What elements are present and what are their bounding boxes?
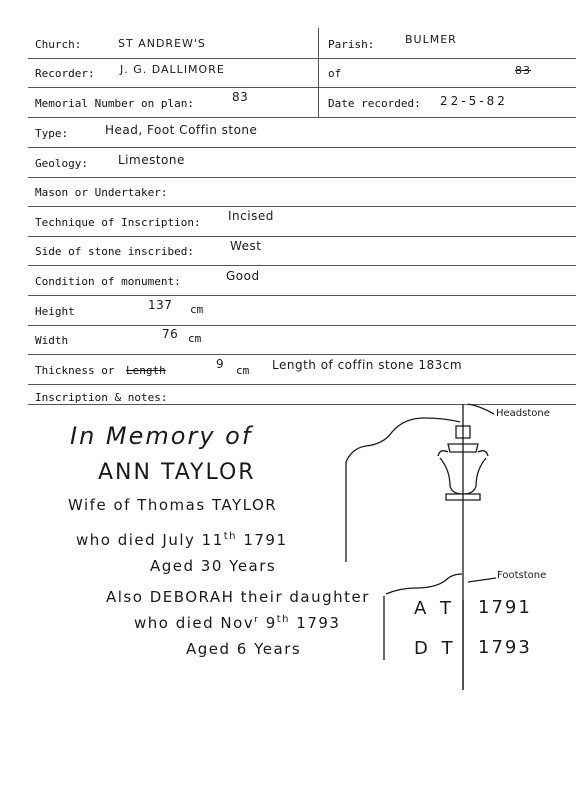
recorder-label: Recorder: [35,67,95,80]
inscription-line-7-text: who died Nov [134,614,255,632]
mason-label: Mason or Undertaker: [35,186,168,199]
thickness-unit: cm [236,364,250,377]
inscription-line-1: In Memory of [70,422,253,450]
coffin-length-note: Length of coffin stone 183cm [272,358,463,372]
memorial-number-value: 83 [232,90,249,104]
thickness-label: Thickness or [35,364,115,377]
footstone-outline [386,574,462,594]
date-recorded-label: Date recorded: [328,97,421,110]
condition-label: Condition of monument: [35,275,181,288]
inscription-line-7-day: 9 [265,614,277,632]
side-label: Side of stone inscribed: [35,245,194,258]
inscription-line-8: Aged 6 Years [186,640,302,658]
footstone-year-2: 1793 [478,637,532,658]
headstone-pointer [468,404,494,414]
technique-label: Technique of Inscription: [35,216,201,229]
date-recorded-value: 22-5-82 [440,94,508,108]
width-label: Width [35,334,69,347]
inscription-line-4-sup: th [223,531,238,542]
inscription-line-4-year: 1791 [243,531,288,549]
parish-value: BULMER [405,33,457,46]
footstone-initials-2: D T [414,638,457,659]
inscription-line-2: ANN TAYLOR [98,460,256,485]
inscription-line-5: Aged 30 Years [150,557,277,575]
height-label: Height [35,305,75,318]
inscription-line-6: Also DEBORAH their daughter [106,588,370,606]
recorder-value: J. G. DALLIMORE [120,63,225,76]
type-label: Type: [35,127,69,140]
footstone-year-1: 1791 [478,597,532,618]
memorial-number-label: Memorial Number on plan: [35,97,194,110]
parish-label: Parish: [328,38,375,51]
headstone-outline [346,418,460,562]
geology-value: Limestone [118,153,185,167]
headstone-label: Headstone [496,408,550,419]
width-value: 76 [162,327,179,341]
footstone-initials-1: A T [414,598,456,619]
of-label: of [328,67,342,80]
side-value: West [230,239,262,253]
inscription-line-7-sup2: th [276,614,290,625]
inscription-line-7-sup: r [254,615,260,625]
height-value: 137 [148,298,173,312]
technique-value: Incised [228,209,274,223]
church-label: Church: [35,38,82,51]
footstone-label: Footstone [497,570,547,581]
type-value: Head, Foot Coffin stone [105,123,258,137]
inscription-line-7-year: 1793 [296,614,341,632]
inscription-line-4-text: who died July 11 [76,531,224,549]
of-value: 83 [515,64,531,77]
width-unit: cm [188,332,202,345]
geology-label: Geology: [35,157,88,170]
length-struck-label: Length [126,364,166,377]
condition-value: Good [226,269,260,283]
church-value: ST ANDREW'S [118,37,206,50]
thickness-value: 9 [216,357,225,371]
height-unit: cm [190,303,204,316]
footstone-pointer [468,578,496,582]
inscription-line-3: Wife of Thomas TAYLOR [68,496,278,514]
inscription-label: Inscription & notes: [35,391,168,404]
